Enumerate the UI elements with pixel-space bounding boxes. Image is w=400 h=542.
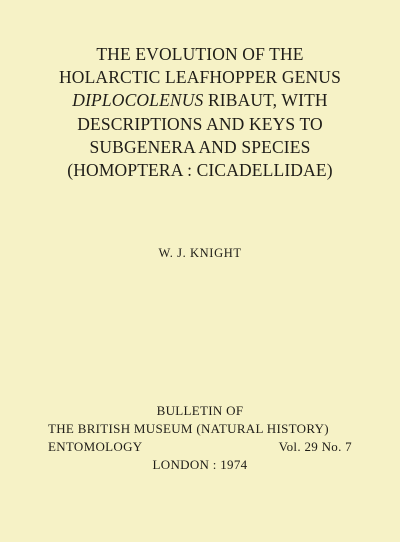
title-line-1: THE EVOLUTION OF THE [96, 44, 304, 64]
title-genus-name: DIPLOCOLENUS [72, 90, 204, 111]
series-place-date: LONDON : 1974 [152, 457, 248, 472]
series-section-row [48, 438, 352, 456]
title-line-2: HOLARCTIC LEAFHOPPER GENUS [59, 67, 341, 88]
author-name: W. J. KNIGHT [158, 246, 242, 260]
series-block [48, 402, 352, 474]
series-line-1: BULLETIN OF [156, 403, 244, 418]
series-volume: Vol. 29 No. 7 [278, 439, 352, 454]
title-line-3 [20, 89, 380, 112]
title-line-4: DESCRIPTIONS AND KEYS TO [77, 113, 323, 134]
title-line-5: SUBGENERA AND SPECIES [89, 136, 311, 157]
series-section: ENTOMOLOGY [48, 439, 143, 454]
title-line-3-rest: RIBAUT, WITH [203, 90, 328, 111]
title-line-6: (HOMOPTERA : CICADELLIDAE) [67, 160, 333, 181]
cover-title [20, 43, 380, 182]
series-line-2: THE BRITISH MUSEUM (NATURAL HISTORY) [48, 421, 329, 436]
